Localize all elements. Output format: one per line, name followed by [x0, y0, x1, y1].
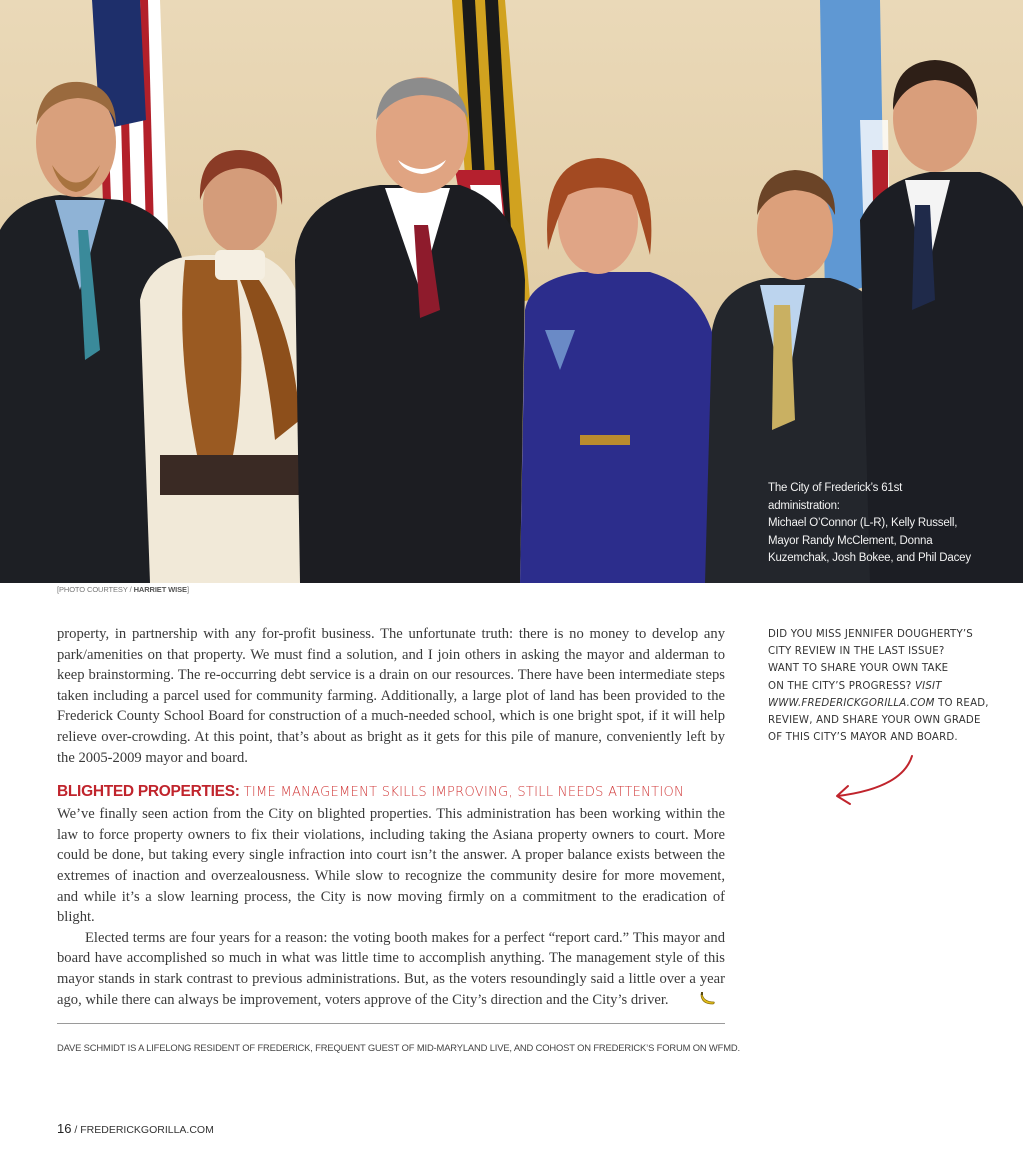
sidebar-link[interactable]: WWW.FREDERICKGORILLA.COM [768, 697, 935, 709]
author-bio: DAVE SCHMIDT IS A LIFELONG RESIDENT OF FREDERICK, FREQUENT GUEST OF MID-MARYLAND LIVE, AND COHOST ON FREDERICK’S FORUM ON WFMD. [57, 1042, 740, 1053]
credit-suffix: ] [186, 585, 189, 594]
credit-name: HARRIET WISE [133, 585, 187, 594]
sidebar-line [768, 678, 968, 695]
banana-icon [672, 991, 688, 1005]
article-paragraph [57, 928, 725, 1010]
page-number: 16 [57, 1121, 72, 1136]
sidebar-line [768, 695, 989, 712]
footer-separator: / [71, 1124, 81, 1136]
sidebar-line: CITY REVIEW IN THE LAST ISSUE? [768, 646, 945, 658]
curved-arrow-icon [830, 752, 920, 812]
sidebar-callout [768, 626, 989, 746]
caption-line: Mayor Randy McClement, Donna [768, 534, 933, 547]
divider [57, 1023, 725, 1024]
article-paragraph-text: Elected terms are four years for a reason: the voting booth makes for a perfect “report card.” This mayor and board have accomplished so much in what was little time to accomplish anything. The management style of this mayor stands in stark contrast to previous administrations. But, as the voters resoundingly said a little over a year ago, while there can always be improvement, voters approve of the City’s direction and the City’s driver. [57, 929, 725, 1008]
article-body [57, 624, 725, 1010]
sidebar-line: OF THIS CITY’S MAYOR AND BOARD. [768, 732, 958, 744]
caption-line: Kuzemchak, Josh Bokee, and Phil Dacey [768, 552, 971, 564]
credit-prefix: [PHOTO COURTESY / [57, 585, 134, 594]
section-heading [57, 781, 725, 804]
person-4 [520, 158, 718, 583]
sidebar-text: ON THE CITY’S PROGRESS? [768, 680, 915, 692]
sidebar-line: WANT TO SHARE YOUR OWN TAKE [768, 663, 949, 675]
footer-site: FREDERICKGORILLA.COM [80, 1124, 214, 1136]
sidebar-line: DID YOU MISS JENNIFER DOUGHERTY’S [768, 629, 973, 640]
section-title: BLIGHTED PROPERTIES: [57, 783, 240, 801]
sidebar-line: REVIEW, AND SHARE YOUR OWN GRADE [768, 715, 981, 727]
sidebar-text: TO READ, [934, 697, 989, 709]
photo-caption [768, 480, 973, 568]
photo-credit [57, 585, 189, 594]
caption-line: The City of Frederick’s 61st administration: [768, 482, 903, 512]
sidebar-visit: VISIT [914, 680, 942, 692]
caption-line: Michael O’Connor (L-R), Kelly Russell, [768, 517, 958, 529]
section-grade: TIME MANAGEMENT SKILLS IMPROVING, STILL NEEDS ATTENTION [243, 785, 685, 801]
page-footer [57, 1121, 214, 1136]
article-paragraph: property, in partnership with any for-profit business. The unfortunate truth: there is no money to develop any park/amenities on that property. We must find a solution, and I join others in asking the mayor and alderman to keep brainstorming. The re-occurring debt service is a drain on our resources. There have been intermediate steps taken including a parcel used for community farming. Additionally, a large plot of land has been provided to the Frederick County School Board for construction of a much-needed school, which is one bright spot, if it will help relieve over-crowding. At this point, that’s about as bright as it gets for this pile of manure, conveniently left by the 2005-2009 mayor and board. [57, 626, 725, 766]
article-paragraph: We’ve finally seen action from the City on blighted properties. This administration has been working within the law to force property owners to fix their violations, including taking the Asiana property owners to court. More could be done, but taking every single infraction into court isn’t the answer. A proper balance exists between the extremes of inaction and overzealousness. While slow to recognize the community desire for more movement, and while it’s a slow learning process, the City is now moving firmly on a commitment to the eradication of blight. [57, 806, 725, 926]
